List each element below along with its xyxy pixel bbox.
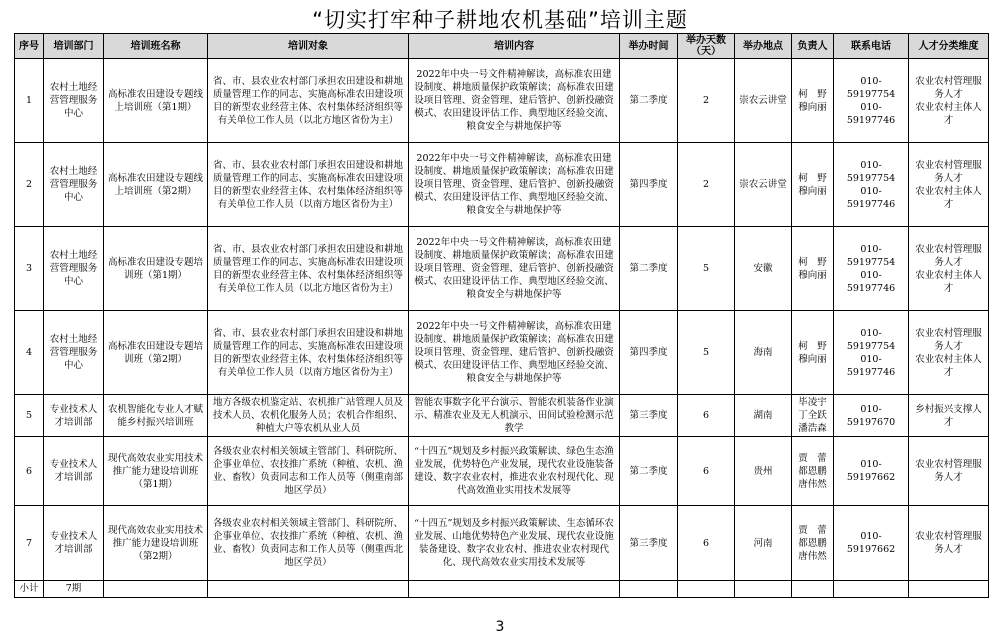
- cell-no: 4: [15, 311, 44, 395]
- cell-days: 6: [678, 506, 735, 581]
- cell-no: 6: [15, 437, 44, 506]
- cell-category: 农业农村管理服务人才 农业农村主体人才: [909, 311, 989, 395]
- cell-target: 省、市、县农业农村部门承担农田建设和耕地质量管理工作的同志、实施高标准农田建设项目的新型农业经营主体、农村集体经济组织等有关单位工作人员（以北方地区省份为主）: [208, 59, 409, 143]
- table-header-row: [15, 34, 989, 59]
- table-row: [15, 395, 989, 437]
- cell-name: 高标准农田建设专题培训班（第2期）: [104, 311, 208, 395]
- cell-phone: 010-59197670: [834, 395, 909, 437]
- cell-name: 现代高效农业实用技术推广能力建设培训班（第1期）: [104, 437, 208, 506]
- cell-content: 2022年中央一号文件精神解读，高标准农田建设制度、耕地质量保护政策解读；高标准农田建设项目管理、资金管理、建后管护、创新投融资模式、农田建设评估工作、典型地区经验交流、粮食安全与耕地保护等: [409, 59, 620, 143]
- table-row: [15, 437, 989, 506]
- cell-content: 智能农事数字化平台演示、智能农机装备作业演示、精准农业及无人机演示、田间试验检测示范教学: [409, 395, 620, 437]
- cell-time: 第四季度: [620, 143, 678, 227]
- cell-phone: 010-59197662: [834, 437, 909, 506]
- cell-person: 柯 野 穆向丽: [792, 143, 834, 227]
- page-number: 3: [495, 619, 505, 635]
- cell-days: 2: [678, 59, 735, 143]
- cell-time: 第四季度: [620, 311, 678, 395]
- cell-no: 7: [15, 506, 44, 581]
- cell-dept: 农村土地经营管理服务中心: [44, 227, 104, 311]
- cell-name: 高标准农田建设专题线上培训班（第1期）: [104, 59, 208, 143]
- summary-row: [15, 581, 989, 598]
- cell-place: 湖南: [735, 395, 792, 437]
- cell-target: 地方各级农机鉴定站、农机推广站管理人员及技术人员、农机化服务人员；农机合作组织、种植大户等农机从业人员: [208, 395, 409, 437]
- table-row: [15, 311, 989, 395]
- col-header-dept: 培训部门: [44, 34, 104, 59]
- cell-person: 柯 野 穆向丽: [792, 311, 834, 395]
- cell-place: 海南: [735, 311, 792, 395]
- cell-dept: 农村土地经营管理服务中心: [44, 143, 104, 227]
- cell-place: 贵州: [735, 437, 792, 506]
- cell-phone: 010-59197754 010-59197746: [834, 59, 909, 143]
- cell-place: 崇农云讲堂: [735, 143, 792, 227]
- cell-target: 各级农业农村相关领域主管部门、科研院所、企事业单位、农技推广系统（种植、农机、渔业、畜牧）负责同志和工作人员等（侧重南部地区学员）: [208, 437, 409, 506]
- table-row: [15, 143, 989, 227]
- cell-dept: 专业技术人才培训部: [44, 437, 104, 506]
- cell-phone: 010-59197662: [834, 506, 909, 581]
- cell-person: 贾 蕾 都恩鹏 唐伟然: [792, 506, 834, 581]
- cell-category: 农业农村管理服务人才 农业农村主体人才: [909, 227, 989, 311]
- cell-name: 高标准农田建设专题线上培训班（第2期）: [104, 143, 208, 227]
- cell-no: 1: [15, 59, 44, 143]
- cell-target: 各级农业农村相关领域主管部门、科研院所、企事业单位、农技推广系统（种植、农机、渔业、畜牧）负责同志和工作人员等（侧重西北地区学员）: [208, 506, 409, 581]
- cell-days: 6: [678, 395, 735, 437]
- cell-name: 农机智能化专业人才赋能乡村振兴培训班: [104, 395, 208, 437]
- cell-person: 柯 野 穆向丽: [792, 227, 834, 311]
- cell-dept: 农村土地经营管理服务中心: [44, 311, 104, 395]
- cell-name: 高标准农田建设专题培训班（第1期）: [104, 227, 208, 311]
- cell-dept: 专业技术人才培训部: [44, 506, 104, 581]
- cell-category: 农业农村管理服务人才 农业农村主体人才: [909, 59, 989, 143]
- col-header-place: 举办地点: [735, 34, 792, 59]
- cell-category: 乡村振兴支撑人才: [909, 395, 989, 437]
- cell-target: 省、市、县农业农村部门承担农田建设和耕地质量管理工作的同志、实施高标准农田建设项目的新型农业经营主体、农村集体经济组织等有关单位工作人员（以南方地区省份为主）: [208, 143, 409, 227]
- cell-time: 第三季度: [620, 395, 678, 437]
- cell-dept: 农村土地经营管理服务中心: [44, 59, 104, 143]
- summary-label: 小计: [15, 581, 44, 598]
- col-header-days: 举办天数（天）: [678, 34, 735, 59]
- cell-days: 5: [678, 227, 735, 311]
- cell-time: 第二季度: [620, 437, 678, 506]
- cell-days: 6: [678, 437, 735, 506]
- cell-days: 2: [678, 143, 735, 227]
- table-row: [15, 59, 989, 143]
- cell-content: 2022年中央一号文件精神解读，高标准农田建设制度、耕地质量保护政策解读；高标准农田建设项目管理、资金管理、建后管护、创新投融资模式、农田建设评估工作、典型地区经验交流、粮食安全与耕地保护等: [409, 311, 620, 395]
- cell-days: 5: [678, 311, 735, 395]
- cell-place: 安徽: [735, 227, 792, 311]
- table-row: [15, 227, 989, 311]
- col-header-no: 序号: [15, 34, 44, 59]
- cell-place: 河南: [735, 506, 792, 581]
- cell-category: 农业农村管理服务人才: [909, 506, 989, 581]
- cell-phone: 010-59197754 010-59197746: [834, 311, 909, 395]
- cell-no: 3: [15, 227, 44, 311]
- col-header-person: 负责人: [792, 34, 834, 59]
- cell-no: 5: [15, 395, 44, 437]
- cell-phone: 010-59197754 010-59197746: [834, 143, 909, 227]
- page-title: “切实打牢种子耕地农机基础”培训主题: [312, 8, 688, 32]
- cell-time: 第三季度: [620, 506, 678, 581]
- cell-content: “十四五”规划及乡村振兴政策解读、绿色生态渔业发展，优势特色产业发展，现代农业设施装备建设、数字农业农村，推进农业农村现代化、现代高效渔业实用技术发展等: [409, 437, 620, 506]
- cell-target: 省、市、县农业农村部门承担农田建设和耕地质量管理工作的同志、实施高标准农田建设项目的新型农业经营主体、农村集体经济组织等有关单位工作人员（以南方地区省份为主）: [208, 311, 409, 395]
- cell-name: 现代高效农业实用技术推广能力建设培训班（第2期）: [104, 506, 208, 581]
- cell-place: 崇农云讲堂: [735, 59, 792, 143]
- cell-time: 第二季度: [620, 227, 678, 311]
- col-header-phone: 联系电话: [834, 34, 909, 59]
- cell-content: 2022年中央一号文件精神解读，高标准农田建设制度、耕地质量保护政策解读；高标准农田建设项目管理、资金管理、建后管护、创新投融资模式、农田建设评估工作、典型地区经验交流、粮食安全与耕地保护等: [409, 143, 620, 227]
- cell-person: 柯 野 穆向丽: [792, 59, 834, 143]
- summary-value: 7期: [44, 581, 104, 598]
- cell-person: 毕凌宇 丁全跃 潘浩森: [792, 395, 834, 437]
- cell-dept: 专业技术人才培训部: [44, 395, 104, 437]
- cell-content: 2022年中央一号文件精神解读，高标准农田建设制度、耕地质量保护政策解读；高标准农田建设项目管理、资金管理、建后管护、创新投融资模式、农田建设评估工作、典型地区经验交流、粮食安全与耕地保护等: [409, 227, 620, 311]
- col-header-target: 培训对象: [208, 34, 409, 59]
- cell-target: 省、市、县农业农村部门承担农田建设和耕地质量管理工作的同志、实施高标准农田建设项目的新型农业经营主体、农村集体经济组织等有关单位工作人员（以北方地区省份为主）: [208, 227, 409, 311]
- col-header-time: 举办时间: [620, 34, 678, 59]
- cell-category: 农业农村管理服务人才: [909, 437, 989, 506]
- cell-phone: 010-59197754 010-59197746: [834, 227, 909, 311]
- col-header-name: 培训班名称: [104, 34, 208, 59]
- cell-person: 贾 蕾 都恩鹏 唐伟然: [792, 437, 834, 506]
- table-row: [15, 506, 989, 581]
- cell-no: 2: [15, 143, 44, 227]
- cell-category: 农业农村管理服务人才 农业农村主体人才: [909, 143, 989, 227]
- cell-time: 第二季度: [620, 59, 678, 143]
- cell-content: “十四五”规划及乡村振兴政策解读、生态循环农业发展、山地优势特色产业发展、现代农业设施装备建设、数字农业农村、推进农业农村现代化、现代高效农业实用技术发展等: [409, 506, 620, 581]
- col-header-category: 人才分类维度: [909, 34, 989, 59]
- training-table: [14, 33, 989, 598]
- col-header-content: 培训内容: [409, 34, 620, 59]
